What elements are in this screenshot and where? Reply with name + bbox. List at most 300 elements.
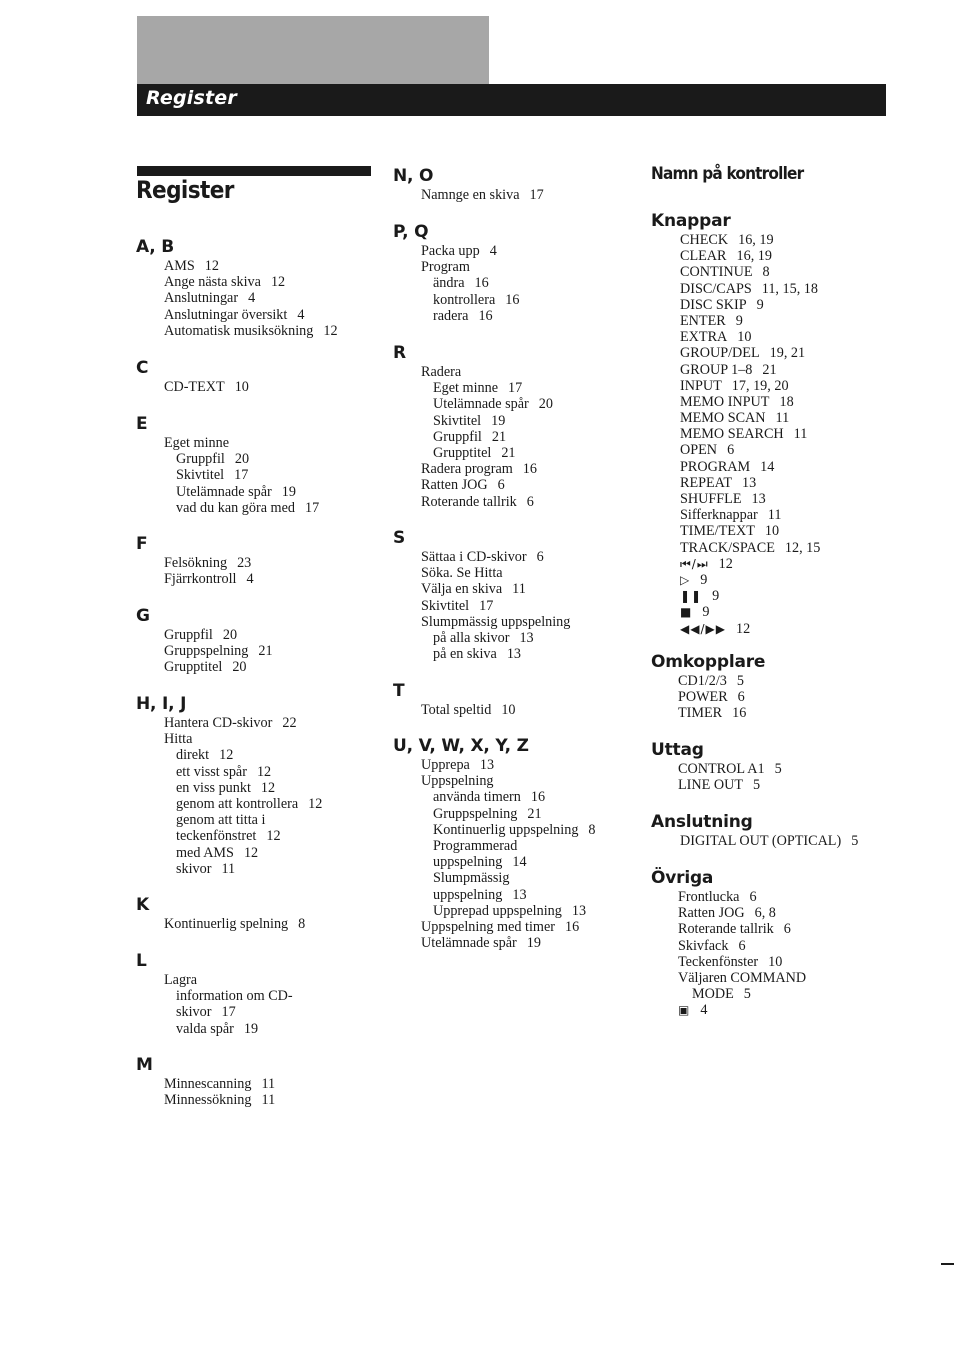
index-entry: [393, 413, 553, 429]
index-entry: [651, 705, 765, 721]
entry-term: DIGITAL OUT (OPTICAL): [680, 833, 842, 849]
index-entry: [651, 1002, 806, 1018]
index-section-omkopplare: [651, 651, 765, 722]
entry-term: Kontinuerlig uppspelning: [433, 821, 579, 838]
section-heading: S: [393, 528, 406, 548]
entry-term: uppspelning: [433, 886, 503, 903]
index-entry: [651, 523, 820, 539]
index-entry: [136, 1076, 275, 1092]
entry-term: Radera: [421, 364, 462, 380]
title-rule: [137, 166, 371, 176]
index-entry: [136, 764, 322, 780]
index-entry: [136, 747, 322, 763]
entry-page-number: 6: [727, 442, 735, 459]
entry-term: radera: [433, 307, 469, 324]
entry-page-number: 9: [756, 296, 764, 313]
index-entry: [393, 789, 596, 805]
entry-page-number: 10: [234, 379, 249, 395]
index-section-no: [393, 165, 544, 203]
section-heading: C: [136, 358, 149, 378]
index-entry: [136, 379, 249, 395]
index-entry: [651, 264, 820, 280]
entry-term: Roterande tallrik: [421, 493, 517, 510]
entry-page-number: 6: [738, 937, 746, 954]
index-section-hij: [136, 693, 322, 877]
page-title: Register: [136, 176, 234, 204]
entry-page-number: 13: [751, 491, 766, 507]
index-entry: [651, 621, 820, 637]
index-entry: [393, 854, 596, 870]
index-entry: [136, 323, 338, 339]
index-entry: [136, 555, 254, 571]
entry-page-number: 20: [234, 451, 250, 468]
entry-page-number: 6: [497, 477, 505, 494]
entry-page-number: 6, 8: [754, 905, 776, 922]
index-entry: [393, 445, 553, 461]
entry-term: AMS: [164, 258, 195, 274]
index-entry: [651, 378, 820, 394]
entry-page-number: 16: [530, 789, 546, 806]
entry-page-number: 6: [783, 921, 791, 938]
entry-term: vad du kan göra med: [176, 499, 295, 516]
index-section-ab: [136, 236, 338, 339]
entry-page-number: 8: [298, 916, 306, 932]
index-entry: [651, 362, 820, 378]
entry-term: på alla skivor: [433, 629, 510, 646]
entry-term: Radera program: [421, 461, 513, 478]
entry-term: Felsökning: [164, 555, 228, 571]
entry-page-number: 19: [243, 1020, 259, 1037]
index-section-l: [136, 950, 293, 1037]
index-entry: [393, 187, 544, 203]
entry-page-number: 10: [737, 329, 752, 346]
index-entry: [136, 731, 322, 747]
index-entry: [651, 777, 782, 793]
index-entry: [393, 646, 570, 662]
index-entry: [136, 467, 319, 483]
entry-term: en viss punkt: [176, 779, 251, 796]
section-heading: G: [136, 606, 150, 626]
entry-term: genom att kontrollera: [176, 795, 299, 812]
entry-term: TIME/TEXT: [680, 523, 755, 540]
section-heading: Uttag: [651, 740, 704, 760]
entry-page-number: 6: [526, 493, 534, 510]
entry-page-number: 8: [588, 821, 596, 838]
index-entry: [651, 540, 820, 556]
entry-term: Skivfack: [678, 937, 729, 954]
entry-term: CONTINUE: [680, 264, 753, 281]
control-symbol-icon: ⏮/⏭: [680, 556, 709, 571]
entry-page-number: 12: [718, 555, 733, 572]
entry-page-number: 12: [243, 844, 259, 861]
index-entry: [651, 442, 820, 458]
entry-page-number: 5: [736, 673, 744, 689]
entry-term: LINE OUT: [678, 777, 744, 794]
entry-term: på en skiva: [433, 646, 497, 663]
index-section-t: [393, 680, 516, 718]
index-entry: [136, 290, 338, 306]
index-entry: [136, 627, 273, 643]
index-entry: [136, 258, 338, 274]
entry-page-number: 10: [501, 702, 516, 718]
index-entry: [393, 308, 519, 324]
entry-term: CLEAR: [680, 248, 727, 265]
entry-term: GROUP/DEL: [680, 345, 760, 362]
entry-page-number: 11: [512, 581, 526, 598]
index-entry: [651, 345, 820, 361]
index-entry: [651, 938, 806, 954]
index-entry: [136, 274, 338, 290]
entry-term: Utelämnade spår: [421, 935, 517, 952]
entry-term: Fjärrkontroll: [164, 571, 237, 588]
entry-page-number: 21: [491, 428, 507, 445]
entry-term: CONTROL A1: [678, 761, 765, 777]
index-entry: [651, 329, 820, 345]
entry-term: Roterande tallrik: [678, 921, 774, 938]
index-entry: [136, 780, 322, 796]
index-entry: [393, 565, 570, 581]
entry-term: TRACK/SPACE: [680, 539, 775, 556]
entry-page-number: 17: [234, 467, 249, 484]
index-entry: [136, 659, 273, 675]
entry-page-number: 13: [506, 646, 522, 663]
entry-page-number: 19: [281, 483, 296, 500]
entry-page-number: 11: [221, 860, 236, 877]
entry-page-number: 22: [282, 715, 297, 731]
entry-term: POWER: [678, 689, 728, 706]
index-entry: [651, 604, 820, 620]
index-entry: [136, 1092, 275, 1108]
entry-term: Hantera CD-skivor: [164, 715, 273, 731]
entry-term: ENTER: [680, 312, 726, 329]
entry-page-number: 5: [851, 833, 859, 849]
entry-page-number: 16, 19: [736, 248, 772, 265]
index-entry: [393, 757, 596, 773]
entry-page-number: 17: [529, 187, 544, 203]
control-symbol-icon: ◀◀/▶▶: [680, 621, 726, 636]
entry-term: REPEAT: [680, 474, 733, 491]
entry-term: Ange nästa skiva: [164, 274, 261, 291]
entry-term: Slumpmässig: [433, 870, 510, 887]
entry-page-number: 16: [478, 307, 493, 324]
entry-page-number: 12: [735, 620, 751, 637]
entry-term: Lagra: [164, 972, 198, 988]
entry-term: Skivtitel: [176, 467, 225, 484]
entry-term: genom att titta i: [176, 812, 266, 829]
index-entry: [136, 796, 322, 812]
entry-page-number: 12, 15: [784, 539, 821, 556]
entry-page-number: 19: [491, 412, 506, 429]
entry-page-number: 13: [571, 902, 587, 919]
entry-term: med AMS: [176, 844, 234, 861]
entry-term: Ratten JOG: [678, 905, 745, 922]
entry-term: Packa upp: [421, 243, 480, 259]
entry-term: Hitta: [164, 731, 193, 748]
entry-page-number: 20: [232, 659, 247, 676]
index-entry: [393, 838, 596, 854]
index-entry: [136, 435, 319, 451]
entry-term: Eget minne: [164, 435, 230, 451]
section-heading: H, I, J: [136, 694, 187, 714]
entry-page-number: 11: [261, 1076, 276, 1092]
index-entry: [393, 887, 596, 903]
entry-term: Gruppfil: [176, 451, 225, 468]
entry-page-number: 6: [749, 889, 757, 905]
entry-page-number: 11, 15, 18: [761, 280, 818, 297]
entry-page-number: 17: [304, 499, 320, 516]
index-entry: [393, 396, 553, 412]
entry-term: SHUFFLE: [680, 491, 742, 507]
index-entry: [651, 313, 820, 329]
index-entry: [651, 248, 820, 264]
index-entry: [651, 281, 820, 297]
entry-term: CD1/2/3: [678, 673, 727, 689]
entry-term: Minnescanning: [164, 1076, 252, 1092]
entry-page-number: 17: [508, 380, 523, 397]
index-entry: [393, 581, 570, 597]
entry-term: GROUP 1–8: [680, 361, 753, 378]
entry-page-number: 6: [536, 549, 544, 565]
entry-page-number: 6: [737, 689, 745, 706]
entry-term: Sättaa i CD-skivor: [421, 549, 527, 565]
entry-page-number: 12: [219, 747, 234, 764]
index-entry: [393, 702, 516, 718]
index-entry: [651, 491, 820, 507]
index-entry: [651, 426, 820, 442]
entry-page-number: 21: [501, 444, 516, 461]
index-entry: [393, 630, 570, 646]
index-entry: [393, 870, 596, 886]
index-entry: [651, 761, 782, 777]
index-entry: [136, 715, 322, 731]
entry-term: Kontinuerlig spelning: [164, 916, 289, 932]
entry-page-number: 14: [512, 854, 527, 871]
index-entry: [651, 689, 765, 705]
section-heading: T: [393, 681, 405, 701]
index-entry: [651, 507, 820, 523]
entry-term: Välja en skiva: [421, 581, 503, 598]
entry-page-number: 12: [270, 274, 286, 291]
entry-page-number: 11: [775, 410, 790, 427]
index-entry: [393, 806, 596, 822]
entry-page-number: 17, 19, 20: [731, 377, 789, 394]
entry-term: direkt: [176, 747, 210, 764]
section-heading: A, B: [136, 237, 175, 257]
entry-term: Grupptitel: [433, 444, 492, 461]
entry-page-number: 10: [764, 523, 780, 540]
entry-page-number: 16: [522, 461, 537, 478]
entry-term: Namnge en skiva: [421, 187, 520, 203]
entry-term: Gruppfil: [433, 428, 482, 445]
entry-term: Gruppspelning: [433, 805, 518, 822]
entry-term: Väljaren COMMAND: [678, 969, 807, 986]
index-entry: [393, 243, 519, 259]
entry-term: DISC SKIP: [680, 296, 747, 313]
header-bar: [137, 84, 886, 116]
entry-page-number: 8: [762, 264, 770, 281]
index-entry: [651, 232, 820, 248]
section-heading: M: [136, 1055, 153, 1075]
entry-term: Utelämnade spår: [176, 483, 272, 500]
entry-term: ett visst spår: [176, 763, 247, 780]
entry-term: kontrollera: [433, 291, 496, 308]
index-section-uz: [393, 735, 596, 951]
index-entry: [651, 921, 806, 937]
index-entry: [393, 292, 519, 308]
entry-term: OPEN: [680, 442, 718, 459]
entry-page-number: 5: [753, 777, 761, 794]
index-entry: [393, 919, 596, 935]
index-entry: [393, 549, 570, 565]
entry-page-number: 17: [479, 597, 494, 614]
section-heading: L: [136, 951, 147, 971]
entry-page-number: 20: [538, 396, 553, 413]
entry-term: Skivtitel: [421, 597, 470, 614]
header-gray-block: [137, 16, 489, 84]
section-heading: Övriga: [651, 868, 714, 888]
entry-term: Grupptitel: [164, 659, 223, 676]
index-section-r: [393, 342, 553, 510]
section-heading: P, Q: [393, 222, 429, 242]
entry-term: Ratten JOG: [421, 477, 488, 494]
entry-page-number: 21: [762, 361, 777, 378]
index-entry: [651, 905, 806, 921]
control-symbol-icon: ▷: [680, 572, 691, 587]
entry-term: Programmerad: [433, 837, 518, 854]
index-entry: [136, 812, 322, 828]
entry-page-number: 9: [735, 312, 743, 329]
header-section-label: Register: [146, 87, 237, 109]
entry-term: Gruppspelning: [164, 643, 249, 660]
entry-term: MEMO INPUT: [680, 393, 770, 410]
index-entry: [393, 903, 596, 919]
entry-term: TIMER: [678, 705, 723, 722]
entry-term: information om CD-: [176, 988, 293, 1005]
entry-page-number: 16, 19: [738, 232, 774, 248]
index-entry: [651, 572, 820, 588]
index-entry: [651, 394, 820, 410]
section-heading: K: [136, 895, 149, 915]
entry-term: Söka. Se Hitta: [421, 565, 503, 582]
entry-page-number: 19: [526, 935, 541, 952]
section-heading: Anslutning: [651, 812, 753, 832]
entry-page-number: 13: [479, 757, 495, 773]
index-entry: [651, 588, 820, 604]
index-entry: [393, 429, 553, 445]
entry-term: Minnessökning: [164, 1092, 252, 1109]
index-entry: [651, 410, 820, 426]
entry-page-number: 16: [505, 291, 520, 308]
index-entry: [651, 889, 806, 905]
index-entry: [651, 459, 820, 475]
entry-term: MEMO SCAN: [680, 410, 766, 427]
entry-term: EXTRA: [680, 329, 728, 346]
section-heading: R: [393, 343, 406, 363]
index-entry: [136, 916, 305, 932]
entry-page-number: 12: [204, 258, 219, 274]
entry-page-number: 13: [742, 474, 757, 491]
index-entry: [136, 828, 322, 844]
entry-page-number: 16: [474, 275, 489, 292]
index-entry: [651, 673, 765, 689]
index-entry: [393, 614, 570, 630]
entry-page-number: 12: [260, 779, 276, 796]
entry-page-number: 11: [767, 507, 782, 524]
index-entry: [651, 475, 820, 491]
entry-term: valda spår: [176, 1020, 234, 1037]
index-entry: [136, 571, 254, 587]
index-entry: [393, 935, 596, 951]
entry-page-number: 12: [256, 763, 272, 780]
entry-page-number: 19, 21: [769, 345, 806, 362]
index-section-pq: [393, 221, 519, 324]
entry-page-number: 4: [246, 571, 254, 588]
section-heading: N, O: [393, 166, 434, 186]
entry-term: skivor: [176, 860, 212, 877]
entry-term: MODE: [692, 986, 734, 1003]
index-entry: [136, 643, 273, 659]
index-section-m: [136, 1054, 275, 1108]
index-entry: [136, 484, 319, 500]
index-entry: [393, 773, 596, 789]
entry-page-number: 16: [732, 705, 747, 722]
entry-term: skivor: [176, 1004, 212, 1021]
entry-term: Slumpmässig uppspelning: [421, 613, 571, 630]
index-section-s: [393, 527, 570, 662]
index-entry: [651, 556, 820, 572]
entry-term: Skivtitel: [433, 412, 482, 429]
entry-term: Upprepad uppspelning: [433, 902, 562, 919]
index-entry: [393, 275, 519, 291]
entry-page-number: 21: [258, 643, 273, 660]
entry-term: Utelämnade spår: [433, 396, 529, 413]
entry-term: Upprepa: [421, 757, 470, 773]
entry-page-number: 14: [760, 458, 775, 475]
index-entry: [393, 598, 570, 614]
index-entry: [651, 970, 806, 986]
entry-term: Program: [421, 259, 470, 276]
entry-term: Teckenfönster: [678, 953, 759, 970]
index-section-anslutning: [651, 811, 858, 849]
index-section-g: [136, 605, 273, 676]
entry-page-number: 4: [489, 243, 497, 259]
entry-page-number: 16: [564, 918, 580, 935]
control-symbol-icon: ❚❚: [680, 589, 703, 604]
control-symbol-icon: ▣: [678, 1003, 691, 1018]
entry-term: Anslutningar: [164, 290, 239, 307]
entry-page-number: 9: [702, 604, 710, 621]
index-entry: [393, 259, 519, 275]
entry-page-number: 23: [237, 555, 252, 571]
index-entry: [136, 500, 319, 516]
entry-term: Total speltid: [421, 702, 492, 718]
section-heading: Omkopplare: [651, 652, 766, 672]
entry-page-number: 12: [266, 828, 281, 845]
index-entry: [651, 833, 858, 849]
index-entry: [136, 307, 338, 323]
index-entry: [136, 1004, 293, 1020]
index-entry: [136, 1021, 293, 1037]
index-section-ovriga: [651, 867, 806, 1019]
entry-term: Sifferknappar: [680, 507, 758, 524]
index-entry: [136, 451, 319, 467]
section-heading: F: [136, 534, 148, 554]
index-entry: [393, 822, 596, 838]
index-entry: [393, 477, 553, 493]
index-entry: [651, 297, 820, 313]
entry-term: Uppspelning: [421, 773, 494, 790]
index-entry: [136, 845, 322, 861]
